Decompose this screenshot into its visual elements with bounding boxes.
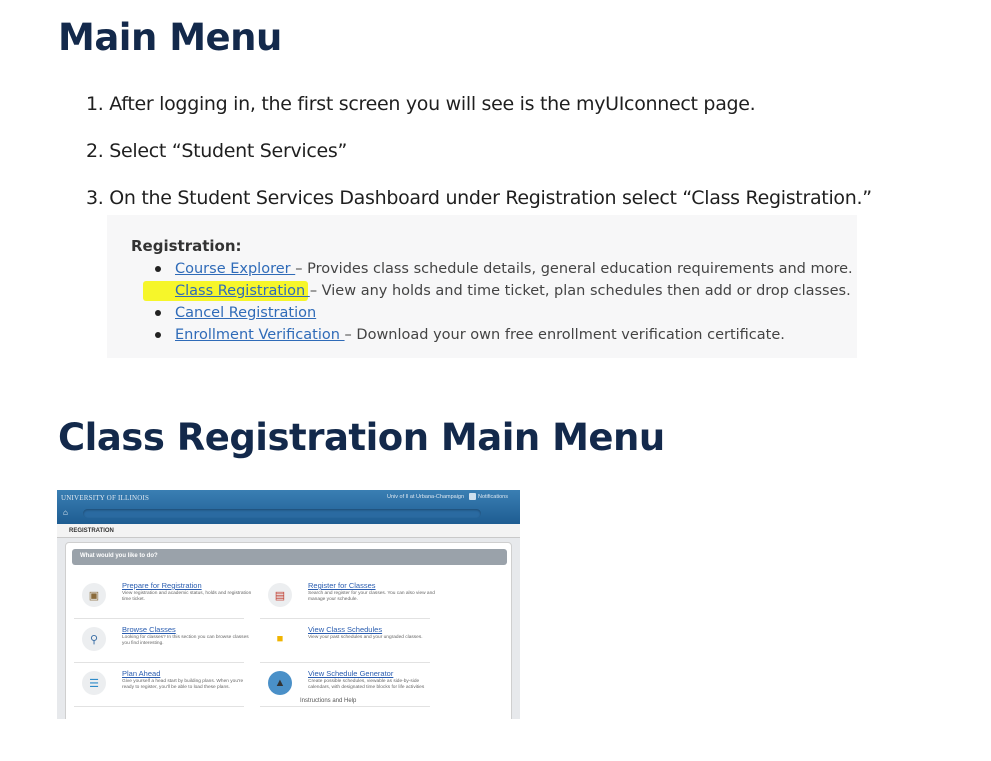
section-title: Class Registration Main Menu [58,416,665,459]
instruction-steps [86,90,872,231]
campus-label: Univ of Il at Urbana-Champaign [387,494,465,500]
item-description: Give yourself a head start by building plans. When you're ready to register, you'll be able to load these plans. [122,679,244,690]
course-explorer-link[interactable]: Course Explorer [175,261,296,277]
notifications-label: Notifications [478,493,508,500]
registration-screenshot [107,215,857,358]
item-title[interactable]: Browse Classes [122,625,176,634]
class-registration-screenshot [57,490,520,719]
step-1: 1. After logging in, the first screen you will see is the myUIconnect page. [86,93,756,115]
item-description: Search and register for your classes. You can also view and manage your schedule. [308,591,435,602]
navigation-bar [83,509,481,518]
list-item [155,302,853,324]
step-2: 2. Select “Student Services” [86,140,348,162]
item-description: View your past schedules and your ungraded classes. [308,635,423,640]
item-description: View registration and academic status, holds and registration time ticket. [122,591,252,602]
list-item [155,280,853,302]
breadcrumb [57,524,520,538]
notifications-button[interactable] [469,493,508,500]
home-icon[interactable]: ⌂ [63,508,68,517]
bullet-icon [155,310,161,316]
item-description: Looking for classes? In this section you can browse classes you find interesting. [122,635,249,646]
browse-classes-item[interactable] [74,623,249,663]
item-description: – View any holds and time ticket, plan schedules then add or drop classes. [309,283,851,299]
breadcrumb-label: REGISTRATION [69,528,114,534]
item-title[interactable]: Prepare for Registration [122,581,202,590]
class-registration-link[interactable]: Class Registration [175,283,310,299]
panel-question: What would you like to do? [80,553,158,559]
registration-list [155,258,853,346]
prepare-for-registration-item[interactable] [74,579,252,619]
cancel-registration-link[interactable]: Cancel Registration [175,305,317,321]
item-description: – Download your own free enrollment verification certificate. [344,327,785,343]
clipboard-icon: ▣ [82,583,106,607]
bullet-icon [155,266,161,272]
list-item [155,324,853,346]
notification-icon [469,493,476,500]
view-class-schedules-item[interactable] [260,623,430,663]
registration-title: Registration: [131,237,242,255]
registration-panel [65,542,512,719]
app-header [57,490,520,524]
register-for-classes-item[interactable] [260,579,435,619]
plan-ahead-item[interactable] [74,667,244,707]
bullet-icon [155,332,161,338]
enrollment-verification-link[interactable]: Enrollment Verification [175,327,345,343]
instructions-help-link[interactable]: Instructions and Help [300,698,357,704]
step-3: 3. On the Student Services Dashboard under Registration select “Class Registration.” [86,187,872,209]
calendar-icon: ▤ [268,583,292,607]
item-title[interactable]: Register for Classes [308,581,376,590]
page-title: Main Menu [58,16,282,59]
item-description: – Provides class schedule details, general education requirements and more. [295,261,853,277]
item-title[interactable]: View Class Schedules [308,625,383,634]
folder-icon: ■ [268,627,292,651]
list-item [155,258,853,280]
plan-icon: ☰ [82,671,106,695]
brand-logo: UNIVERSITY OF ILLINOIS [61,494,150,502]
item-title[interactable]: View Schedule Generator [308,669,394,678]
item-title[interactable]: Plan Ahead [122,669,161,678]
item-description: Create possible schedules, viewable as side-by-side calendars, with designated time blocks for life activities [308,679,425,690]
magnifier-icon: ⚲ [82,627,106,651]
panel-header [72,549,507,565]
graduation-cap-icon: ▲ [268,671,292,695]
